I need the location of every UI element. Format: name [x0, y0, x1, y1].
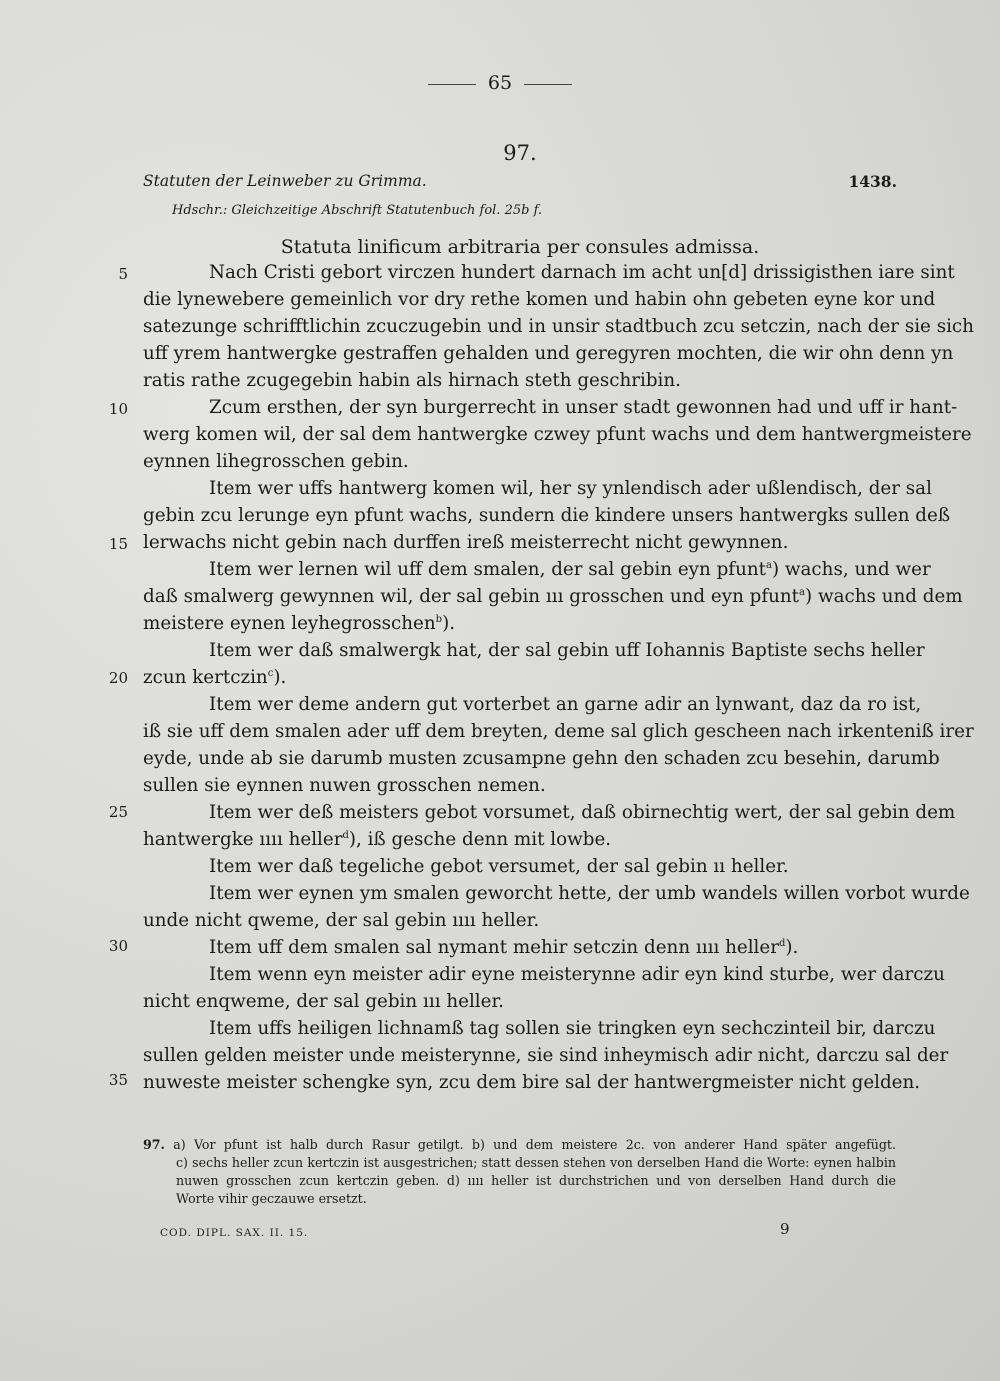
line-number: 10: [108, 400, 128, 418]
body-line: zcun kertczin$^c$).: [143, 667, 287, 688]
body-line: iß sie uff dem smalen ader uff dem breyten, deme sal glich gescheen nach irkenteniß irer: [143, 721, 974, 742]
signature-mark: COD. DIPL. SAX. II. 15.: [160, 1227, 309, 1239]
body-line: Item uff dem smalen sal nymant mehir setczin denn ıııı heller$^d$).: [209, 937, 799, 958]
document-year: 1438.: [848, 172, 897, 191]
body-line: Nach Cristi gebort virczen hundert darnach im acht un[d] drissigisthen iare sint: [209, 262, 955, 283]
body-line: sullen sie eynnen nuwen grosschen nemen.: [143, 775, 546, 796]
signature-number: 9: [780, 1220, 790, 1238]
body-line: Item wer eynen ym smalen geworcht hette, der umb wandels willen vorbot wurde: [209, 883, 970, 904]
line-number: 15: [108, 535, 128, 553]
body-line: die lynewebere gemeinlich vor dry rethe komen und habin ohn gebeten eyne kor und: [143, 289, 936, 310]
rule-right: [524, 84, 572, 85]
body-line: uff yrem hantwergke gestraffen gehalden und geregyren mochten, die wir ohn denn yn: [143, 343, 954, 364]
footnote-mark: a: [799, 586, 805, 598]
body-line: sullen gelden meister unde meisterynne, sie sind inheymisch adir nicht, darczu sal der: [143, 1045, 949, 1066]
body-line: meistere eynen leyhegrosschen$^b$).: [143, 613, 456, 634]
page-number: 65: [0, 72, 1000, 94]
line-number: 35: [108, 1071, 128, 1089]
body-line: gebin zcu lerunge eyn pfunt wachs, sundern die kindere unsers hantwergks sullen deß: [143, 505, 951, 526]
footnote-line: 97. a) Vor pfunt ist halb durch Rasur getilgt. b) und dem meistere 2c. von anderer Hand später angefügt.: [143, 1137, 896, 1152]
line-number: 30: [108, 937, 128, 955]
footnote-line: c) sechs heller zcun kertczin ist ausgestrichen; statt dessen stehen von derselben Hand die Worte: eynen halbin: [176, 1155, 896, 1170]
title-row: [143, 172, 897, 194]
body-line: unde nicht qweme, der sal gebin ıııı heller.: [143, 910, 540, 931]
line-number: 20: [108, 669, 128, 687]
rule-left: [428, 84, 476, 85]
body-line: Item wer lernen wil uff dem smalen, der sal gebin eyn pfunt$^a$) wachs, und wer: [209, 559, 931, 580]
body-line: hantwergke ıııı heller$^d$), iß gesche denn mit lowbe.: [143, 829, 612, 850]
footnote-number: 97.: [143, 1137, 165, 1152]
body-line: Item wer uffs hantwerg komen wil, her sy ynlendisch ader ußlendisch, der sal: [209, 478, 932, 499]
body-line: Zcum ersthen, der syn burgerrecht in unser stadt gewonnen had und uff ir hant-: [209, 397, 958, 418]
footnote-mark: d: [778, 937, 786, 949]
body-line: Item wer deß meisters gebot vorsumet, daß obirnechtig wert, der sal gebin dem: [209, 802, 956, 823]
footnote-line: Worte vihir geczauwe ersetzt.: [176, 1191, 367, 1206]
body-line: nicht enqweme, der sal gebin ııı heller.: [143, 991, 504, 1012]
body-line: Item wer deme andern gut vorterbet an garne adir an lynwant, daz da ro ist,: [209, 694, 922, 715]
body-line: Item wer daß smalwergk hat, der sal gebin uff Iohannis Baptiste sechs heller: [209, 640, 925, 661]
footnote-line: nuwen grosschen zcun kertczin geben. d) ıııı heller ist durchstrichen und von derselben Hand durch die: [176, 1173, 896, 1188]
body-line: eynnen lihegrosschen gebin.: [143, 451, 409, 472]
body-line: ratis rathe zcugegebin habin als hirnach steth geschribin.: [143, 370, 681, 391]
line-number: 5: [118, 265, 128, 283]
body-line: eyde, unde ab sie darumb musten zcusampne gehn den schaden zcu besehin, darumb: [143, 748, 940, 769]
footnote-mark: b: [435, 613, 443, 625]
body-line: Item wer daß tegeliche gebot versumet, der sal gebin ıı heller.: [209, 856, 789, 877]
footnote-mark: a: [765, 559, 772, 571]
body-line: werg komen wil, der sal dem hantwergke czwey pfunt wachs und dem hantwergmeistere: [143, 424, 972, 445]
body-line: satezunge schrifftlichin zcuczugebin und in unsir stadtbuch zcu setczin, nach der sie sich: [143, 316, 974, 337]
source-note: Hdschr.: Gleichzeitige Abschrift Statutenbuch fol. 25b f.: [172, 203, 543, 218]
body-line: Item wenn eyn meister adir eyne meisterynne adir eyn kind sturbe, wer darczu: [209, 964, 945, 985]
footnote-mark: d: [342, 829, 349, 841]
line-number: 25: [108, 803, 128, 821]
body-line: Item uffs heiligen lichnamß tag sollen sie tringken eyn sechczinteil bir, darczu: [209, 1018, 936, 1039]
body-line: nuweste meister schengke syn, zcu dem bire sal der hantwergmeister nicht gelden.: [143, 1072, 921, 1093]
document-title: Statuten der Leinweber zu Grimma.: [143, 172, 427, 190]
footnote-mark: c: [267, 667, 274, 679]
body-line: daß smalwerg gewynnen wil, der sal gebin ııı grosschen und eyn pfunt$^a$) wachs und dem: [143, 586, 963, 607]
body-line: lerwachs nicht gebin nach durffen ireß meisterrecht nicht gewynnen.: [143, 532, 789, 553]
section-heading: Statuta linificum arbitraria per consules admissa.: [280, 236, 760, 258]
document-number: 97.: [503, 141, 537, 165]
